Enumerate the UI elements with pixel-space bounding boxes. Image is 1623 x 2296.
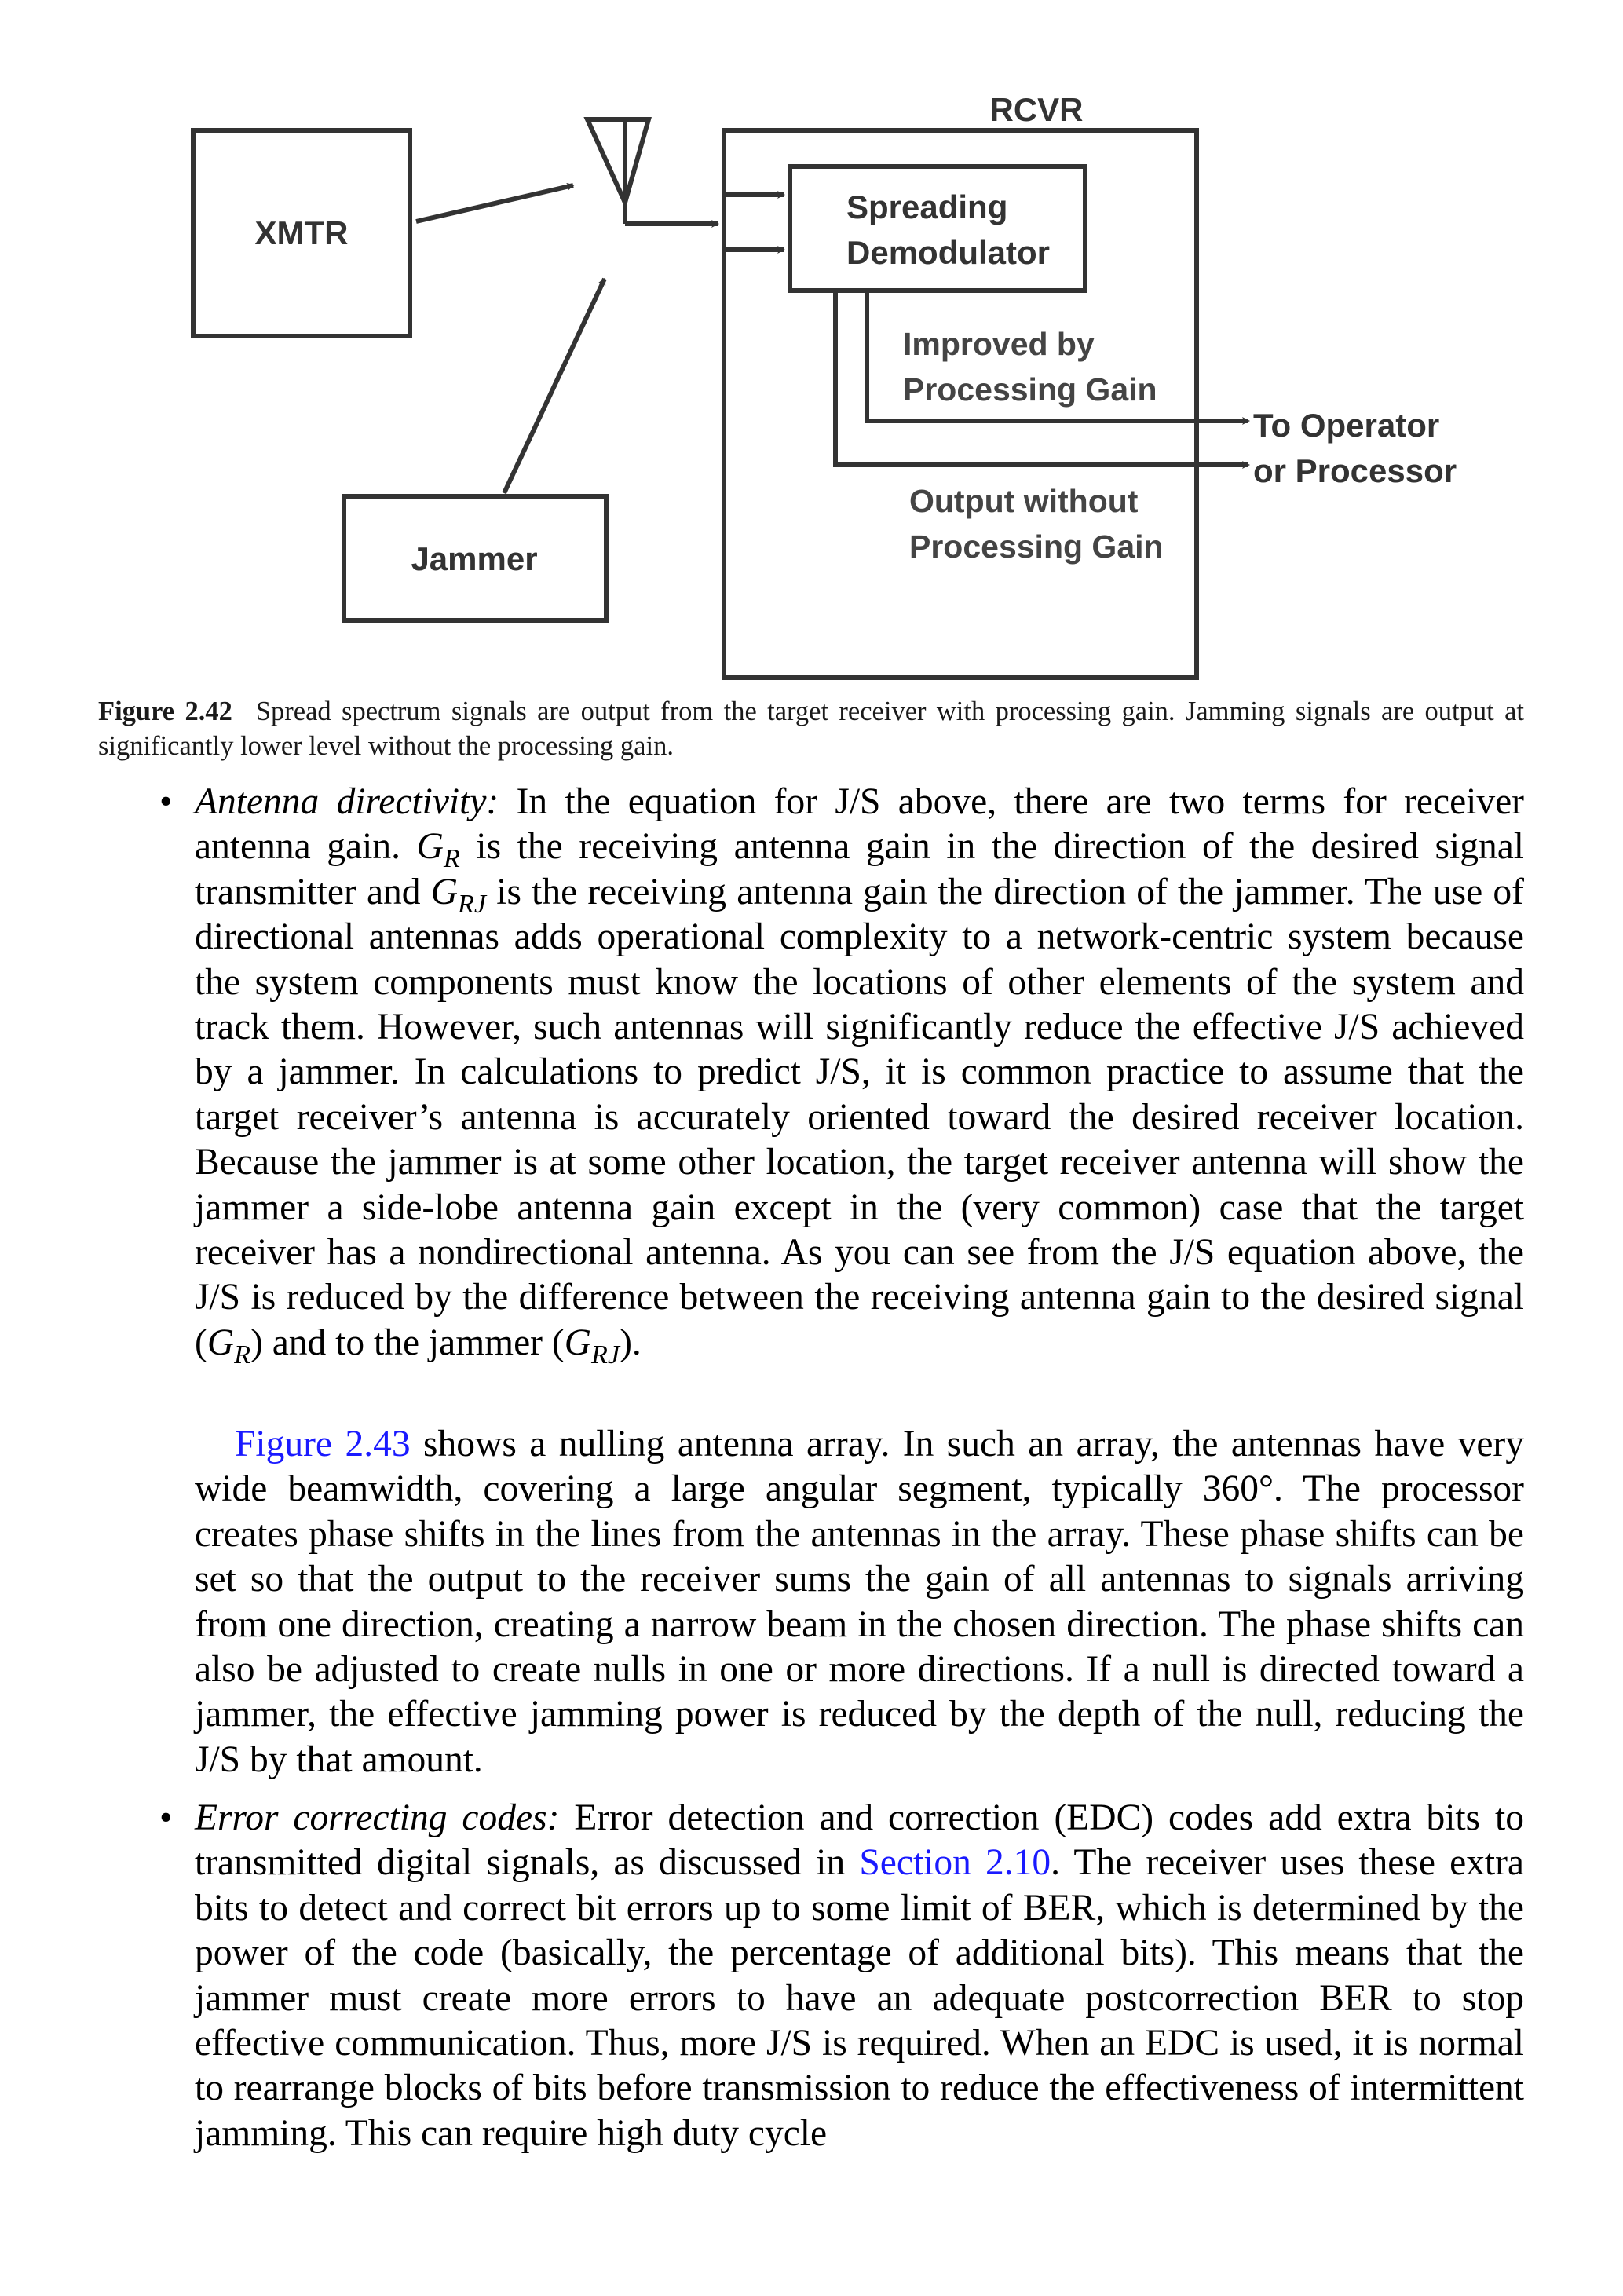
bullet-marker: • (159, 781, 173, 822)
paragraph-text: ). (620, 1322, 642, 1363)
paragraph-text: In the equation for J/S above, there are two terms for receiver antenna gain. (195, 781, 1524, 868)
demodulator-label-line2: Demodulator (846, 234, 1051, 271)
symbol-g-r: $G_R$ (416, 826, 460, 874)
bullet-antenna-directivity (159, 780, 1524, 1369)
bullet-marker: • (159, 1797, 173, 1838)
output-destination-line1: To Operator (1253, 407, 1440, 444)
section-2-10-link[interactable]: Section 2.10 (859, 1842, 1051, 1884)
improved-label-line1: Improved by (903, 326, 1095, 362)
paragraph-nulling-array (195, 1422, 1524, 1782)
improved-label-line2: Processing Gain (903, 371, 1157, 408)
paragraph-text: shows a nulling antenna array. In such an array, the antennas have very wide beamwidth, covering a large angular segment, typically 360°. The processor creates phase shifts in the lines from the antennas in the array. These phase shifts can be set so that the output to the receiver sums the gain of all antennas to signals arriving from one direction, creating a narrow beam in the chosen direction. The phase shifts can also be adjusted to create nulls in one or more directions. If a null is directed toward a jammer, the effective jamming power is reduced by the depth of the null, reducing the J/S by that amount. (195, 1424, 1524, 1780)
bullet-lead-error-correcting-codes: Error correcting codes: (195, 1797, 560, 1838)
bullet-error-correcting-codes (159, 1796, 1525, 2156)
bullet-lead-antenna-directivity: Antenna directivity: (195, 781, 499, 822)
symbol-g-r: $G_R$ (207, 1322, 251, 1369)
xmtr-signal-arrow (416, 185, 573, 221)
figure-2-43-link[interactable]: Figure 2.43 (235, 1424, 411, 1464)
caption-text: Spread spectrum signals are output from the target receiver with processing gain. Jamming signals are output at significantly lower level without the processing gain. (98, 696, 1524, 761)
paragraph-text: ) and to the jammer ( (250, 1322, 565, 1363)
paragraph-text: is the receiving antenna gain the direction of the jammer. The use of directional antennas adds operational complexity to a network-centric system because the system components must know the locations of other elements of the system and track them. However, such antennas will significantly reduce the effective J/S achieved by a jammer. In calculations to predict J/S, it is common practice to assume that the target receiver’s antenna is accurately oriented toward the desired receiver location. Because the jammer is at some other location, the target receiver antenna will show the jammer a side-lobe antenna gain except in the (very common) case that the target receiver has a nondirectional antenna. As you can see from the J/S equation above, the J/S is reduced by the difference between the receiving antenna gain to the desired signal ( (195, 871, 1524, 1363)
demodulator-box (790, 166, 1085, 291)
paragraph-text: is the receiving antenna gain in the direction of the desired signal transmitter and (195, 826, 1524, 912)
figure-number: Figure 2.42 (98, 696, 232, 726)
demodulator-label-line1: Spreading (846, 188, 1008, 225)
without-gain-label-line1: Output without (909, 483, 1139, 519)
output-destination-line2: or Processor (1253, 452, 1457, 489)
jammer-label: Jammer (411, 540, 538, 577)
without-gain-label-line2: Processing Gain (909, 528, 1164, 565)
symbol-g-rj: $G_{RJ}$ (430, 871, 487, 919)
paragraph-text: . The receiver uses these extra bits to detect and correct bit errors up to some limit of BER, which is determined by the power of the code (basically, the percentage of additional bits). This means that the jammer must create more errors to have an adequate postcorrection BER to stop effective communication. Thus, more J/S is required. When an EDC is used, it is normal to rearrange blocks of bits before transmission to reduce the effectiveness of intermittent jamming. This can require high duty cycle (195, 1842, 1525, 2154)
antenna-icon (587, 119, 649, 203)
symbol-g-rj: $G_{RJ}$ (564, 1322, 620, 1369)
paragraph-text: Error detection and correction (EDC) codes add extra bits to transmitted digital signals, as discussed in (195, 1797, 1524, 1884)
rcvr-label: RCVR (989, 91, 1084, 128)
figure-2-42 (0, 0, 1623, 691)
figure-caption (98, 694, 1524, 763)
xmtr-label: XMTR (254, 214, 349, 251)
jammer-signal-arrow (504, 279, 605, 493)
block-diagram (0, 0, 1623, 691)
